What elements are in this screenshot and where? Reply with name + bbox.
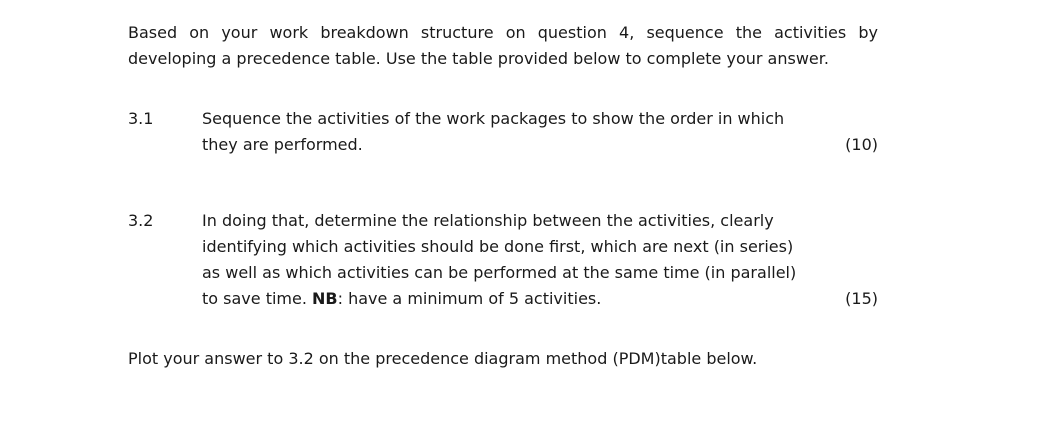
question-text-line: In doing that, determine the relationship between the activities, clearly	[202, 211, 774, 230]
marks-label: (10)	[845, 135, 878, 154]
question-last-line	[202, 132, 878, 158]
question-3-1	[128, 106, 878, 158]
question-page	[128, 20, 878, 372]
marks-label: (15)	[845, 289, 878, 308]
question-text-line	[202, 286, 601, 312]
nb-bold-label: NB	[312, 289, 338, 308]
question-3-2	[128, 208, 878, 312]
text-segment: to save time.	[202, 289, 313, 308]
question-number: 3.2	[128, 211, 154, 230]
question-text-line: Sequence the activities of the work packages to show the order in which	[202, 109, 785, 128]
outro-paragraph: Plot your answer to 3.2 on the precedence diagram method (PDM)table below.	[128, 349, 758, 368]
question-text-line: as well as which activities can be performed at the same time (in parallel)	[202, 263, 797, 282]
question-number: 3.1	[128, 109, 154, 128]
intro-paragraph: Based on your work breakdown structure on question 4, sequence the activities by developing a precedence table. Use the table provided below to complete your answer.	[128, 23, 878, 68]
question-text-line: identifying which activities should be done first, which are next (in series)	[202, 237, 794, 256]
text-segment: : have a minimum of 5 activities.	[337, 289, 602, 308]
question-last-line	[202, 286, 878, 312]
question-text-line: they are performed.	[202, 135, 363, 154]
